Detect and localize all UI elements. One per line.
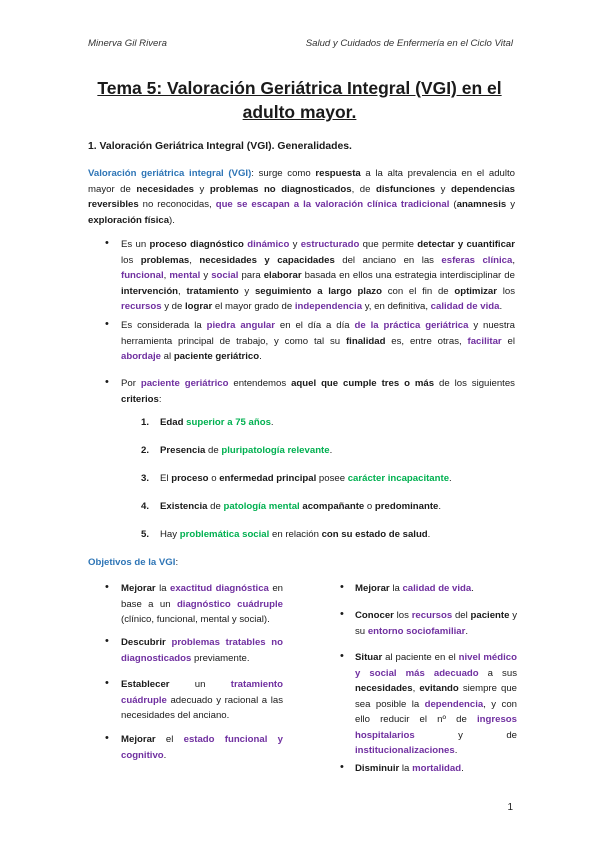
text: predominante (374, 501, 439, 512)
text: la (389, 583, 403, 594)
text: anamnesis (456, 199, 507, 210)
text: siempre que sea posible la (355, 683, 517, 710)
bullet-icon: • (105, 376, 109, 388)
criterion-number: 1. (141, 417, 150, 428)
text: un (169, 679, 231, 690)
text: de los siguientes (434, 378, 515, 389)
text: . (427, 529, 431, 540)
text: nivel médico y social más adecuado (355, 652, 517, 679)
text: Es considerada la (121, 320, 207, 331)
text: el (501, 335, 515, 347)
text: previamente. (191, 652, 250, 664)
page-title (0, 76, 599, 124)
text: Hay (160, 529, 180, 540)
text: aquel que cumple tres o más (291, 378, 435, 389)
text: tratamiento cuádruple (121, 679, 283, 706)
text: criterios (121, 393, 159, 405)
text: . (329, 445, 333, 456)
text: Por (121, 378, 141, 389)
text: y (289, 239, 301, 250)
text: Situar (355, 652, 383, 663)
bullet-icon: • (105, 635, 109, 647)
text: (clínico, funcional, mental y social). (121, 614, 270, 625)
text: los (393, 610, 412, 621)
text: ( (449, 199, 457, 210)
text: mental (169, 270, 201, 281)
text: que se escapan a la valoración clínica tradicional (215, 199, 450, 210)
text: , (512, 254, 515, 266)
bullet-icon: • (105, 732, 109, 744)
text: paciente geriátrico (173, 351, 260, 362)
text: entorno sociofamiliar (367, 625, 466, 637)
text: . (471, 583, 474, 594)
text: de (205, 445, 222, 456)
text: en base a un (121, 583, 284, 610)
criterion-2 (160, 445, 332, 456)
text: recursos (411, 610, 453, 621)
text: necesidades (136, 183, 195, 195)
text: acompañante (302, 501, 365, 512)
objective-left-3 (121, 677, 283, 724)
text: , (189, 254, 200, 266)
text: Establecer (121, 679, 170, 690)
text: . (270, 417, 274, 428)
text: . (438, 501, 442, 512)
text: carácter incapacitante (347, 473, 450, 484)
text: . (461, 763, 464, 774)
criterion-number: 5. (141, 529, 150, 540)
objective-left-1 (121, 581, 283, 628)
text: para (238, 270, 264, 281)
text: finalidad (345, 335, 386, 347)
text: . (499, 301, 503, 312)
text: que permite (359, 239, 418, 250)
text: ). (169, 214, 175, 226)
text: elaborar (263, 270, 302, 281)
text: y (194, 183, 210, 195)
text: . (449, 473, 452, 484)
term-vgi: Valoración geriátrica integral (VGI) (88, 168, 252, 179)
text: exploración física (88, 214, 170, 226)
text: calidad de vida (402, 583, 472, 594)
text: a sus (478, 667, 517, 679)
text: facilitar (467, 335, 502, 347)
objectives-heading (88, 557, 178, 568)
header-author: Minerva Gil Rivera (88, 38, 167, 49)
intro-paragraph (88, 166, 515, 228)
bullet-paragraph-2 (121, 318, 515, 365)
text: Mejorar (121, 734, 156, 745)
text: con su estado de salud (321, 529, 428, 540)
text: al paciente en el (382, 652, 459, 663)
section-heading: 1. Valoración Geriátrica Integral (VGI). Generalidades. (88, 141, 352, 152)
text: la (155, 583, 171, 594)
text: problemas tratables no diagnosticados (121, 637, 283, 664)
text: en relación (269, 529, 322, 540)
text: disfunciones (375, 183, 436, 195)
text: o (208, 473, 220, 484)
text: del anciano en las (334, 254, 442, 266)
text: . (465, 625, 469, 637)
text: de la práctica geriátrica (354, 320, 469, 331)
criterion-4 (160, 501, 441, 512)
text: entendemos (228, 378, 292, 389)
criterion-number: 2. (141, 445, 150, 456)
text: exactitud diagnóstica (170, 583, 269, 594)
text: paciente geriátrico (140, 378, 229, 389)
text: evitando (419, 683, 459, 694)
text: , y con ello reducir el nº de (355, 698, 517, 725)
text: mortalidad (412, 763, 462, 774)
text: optimizar (454, 285, 497, 297)
objective-left-4 (121, 732, 283, 763)
text: los (121, 254, 141, 266)
text: : surge como (251, 168, 316, 179)
criterion-5 (160, 529, 430, 540)
text: estado funcional y cognitivo (121, 734, 283, 761)
text: El (160, 473, 172, 484)
text: piedra angular (206, 320, 275, 331)
text: abordaje (121, 351, 161, 362)
text: Objetivos de la VGI (88, 557, 176, 568)
bullet-paragraph-3 (121, 376, 515, 407)
criterion-1 (160, 417, 274, 428)
bullet-icon: • (105, 581, 109, 593)
objective-left-2 (121, 635, 283, 666)
text: recursos (121, 301, 162, 312)
text: social (211, 270, 239, 281)
text: de (207, 501, 224, 512)
text: , (178, 285, 187, 297)
text: intervención (121, 285, 179, 297)
text: . (454, 745, 458, 756)
text: seguimiento a largo plazo (254, 285, 382, 297)
text: y su (355, 610, 517, 637)
text: institucionalizaciones (355, 745, 455, 756)
criterion-3 (160, 473, 452, 484)
text: con el fin de (381, 285, 455, 297)
text: Existencia (160, 501, 208, 512)
text: esferas clínica (441, 254, 513, 266)
page-number: 1 (507, 802, 513, 813)
text: tratamiento (186, 285, 239, 297)
text: Edad (160, 417, 184, 428)
text: dinámico (247, 239, 290, 250)
text: problemática social (179, 529, 270, 540)
text: independencia (294, 301, 363, 312)
bullet-icon: • (340, 761, 344, 773)
text: ingresos hospitalarios (355, 714, 517, 741)
text: . (259, 351, 262, 362)
bullet-paragraph-1 (121, 237, 515, 315)
text: proceso (171, 473, 209, 484)
title-line-1: Tema 5: Valoración Geriátrica Integral (VGI) en el (97, 78, 502, 98)
text: problemas no diagnosticados (209, 183, 352, 195)
text: es, entre otras, (385, 335, 468, 347)
text: del (452, 610, 471, 621)
text: Descubrir (121, 637, 166, 648)
bullet-icon: • (340, 650, 344, 662)
bullet-icon: • (105, 677, 109, 689)
text: Presencia (160, 445, 206, 456)
text: , de (351, 183, 376, 195)
text: : (158, 393, 162, 405)
text: adecuado y racional a las necesidades del anciano. (121, 694, 283, 721)
text: y, en definitiva, (362, 301, 431, 312)
bullet-icon: • (105, 237, 109, 249)
text: superior a 75 años (186, 417, 271, 428)
text: y (200, 270, 212, 281)
text: a la alta prevalencia en el adulto mayor de (88, 168, 515, 195)
text: y (506, 199, 515, 210)
text: el (155, 734, 184, 745)
text: detectar y cuantificar (417, 239, 515, 250)
text: Disminuir (355, 763, 400, 774)
text: o (364, 501, 375, 512)
text: diagnóstico cuádruple (176, 598, 283, 610)
text: Mejorar (121, 583, 156, 594)
objective-right-2 (355, 608, 517, 639)
text: problemas (140, 254, 190, 266)
text: enfermedad principal (219, 473, 317, 484)
bullet-icon: • (340, 608, 344, 620)
text: necesidades y capacidades (199, 254, 335, 266)
objective-right-4 (355, 761, 517, 777)
text: en el día a día (274, 320, 355, 331)
text: funcional (121, 270, 164, 281)
text: : (175, 557, 179, 568)
bullet-icon: • (105, 318, 109, 330)
text: respuesta (315, 168, 361, 179)
bullet-icon: • (340, 581, 344, 593)
text: pluripatología relevante (221, 445, 330, 456)
text: y (238, 285, 255, 297)
text: , (163, 270, 170, 281)
text: y de (414, 729, 517, 741)
text: dependencia (424, 698, 484, 710)
text: Es un (121, 239, 150, 250)
text: lograr (185, 301, 213, 312)
text: , (412, 683, 420, 694)
text: dependencias reversibles (88, 183, 515, 210)
text: proceso diagnóstico (149, 239, 244, 250)
text: necesidades (355, 683, 413, 694)
text: el mayor grado de (212, 301, 295, 312)
text: no reconocidas, (138, 199, 216, 210)
text: Conocer (355, 610, 394, 621)
text: patología mental (223, 501, 300, 512)
objective-right-3 (355, 650, 517, 759)
text: . (163, 749, 167, 761)
title-line-2: adulto mayor. (242, 102, 357, 122)
text: al (161, 351, 174, 362)
text: basada en ellos una estrategia interdisciplinar de (301, 270, 515, 281)
text: estructurado (300, 239, 360, 250)
criterion-number: 3. (141, 473, 150, 484)
text: los (497, 285, 515, 297)
text: paciente (470, 610, 510, 621)
text: y (435, 183, 452, 195)
text: y de (161, 301, 185, 312)
text: posee (316, 473, 348, 484)
criterion-number: 4. (141, 501, 150, 512)
header-course: Salud y Cuidados de Enfermería en el Ciclo Vital (305, 38, 513, 49)
text: la (399, 763, 413, 774)
text: Mejorar (355, 583, 390, 594)
text: y nuestra herramienta principal de trabajo, y como tal su (121, 320, 516, 347)
text: calidad de vida (430, 301, 500, 312)
objective-right-1 (355, 581, 517, 597)
